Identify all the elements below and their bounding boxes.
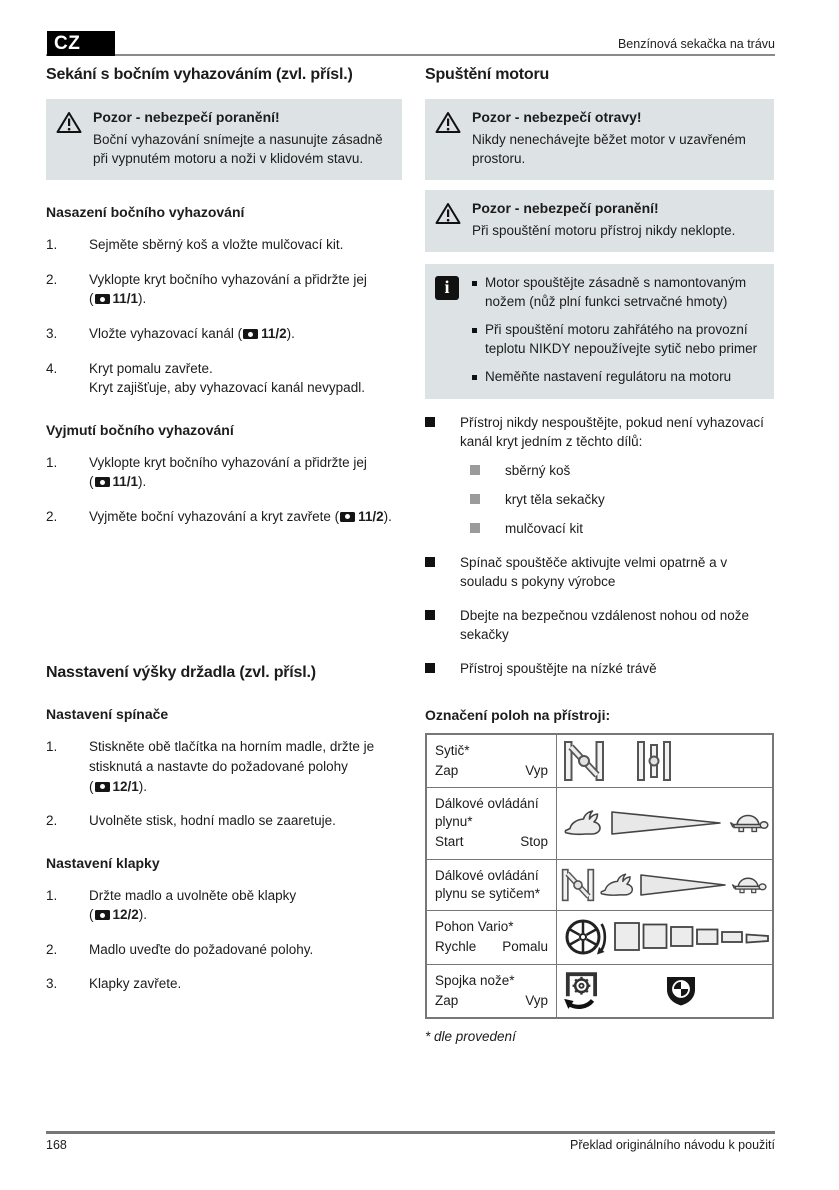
row-left-label: Rychle <box>435 939 477 955</box>
table-row-vario-drive <box>427 910 772 963</box>
document-title: Benzínová sekačka na trávu <box>617 37 775 51</box>
row-title: Spojka nože* <box>435 972 515 988</box>
camera-icon <box>95 910 110 920</box>
row-title: Sytič* <box>435 742 470 758</box>
bullet-square-icon <box>472 274 485 312</box>
warning-box <box>46 99 402 180</box>
list-item: 2. Vyklopte kryt bočního vyhazování a přidržte jej ( 11/1). <box>46 271 367 307</box>
row-right-label: Vyp <box>525 992 548 1008</box>
camera-icon <box>95 477 110 487</box>
table-footnote: * dle provedení <box>425 1028 516 1044</box>
warning-body: Boční vyhazování snímejte a nasunujte zásadně při vypnutém motoru a noži v klidovém stavu. <box>93 132 383 167</box>
row-right-label: Pomalu <box>502 939 548 955</box>
info-item: Při spouštění motoru zahřátého na provozní teplotu NIKDY nepoužívejte sytič nebo primer <box>472 321 762 359</box>
table-row-throttle <box>427 787 772 859</box>
warning-body: Nikdy nenechávejte běžet motor v uzavřeném prostoru. <box>472 132 746 167</box>
bullet-item: Přístroj spouštějte na nízké trávě <box>425 659 774 679</box>
info-item: Neměňte nastavení regulátoru na motoru <box>472 368 762 387</box>
row-right-label: Vyp <box>525 762 548 778</box>
footer-note: Překlad originálního návodu k použití <box>570 1138 775 1152</box>
turtle-icon <box>729 812 769 834</box>
list-item: 1. Stiskněte obě tlačítka na horním madle, držte je stisknutá a nastavte do požadované polohy ( 12/1). <box>46 739 375 794</box>
right-column <box>425 66 774 1044</box>
decreasing-speed-boxes-icon <box>613 920 771 954</box>
row-left-label: Start <box>435 834 464 850</box>
rabbit-icon <box>599 872 635 898</box>
footer-rule <box>46 1131 775 1134</box>
info-item: Motor spouštějte zásadně s namontovaným nožem (nůž plní funkci setrvačné hmoty) <box>472 274 762 312</box>
bullet-square-gray-icon <box>470 491 505 510</box>
camera-icon <box>95 782 110 792</box>
numbered-list <box>46 886 402 994</box>
positions-table <box>425 733 774 1019</box>
warning-box <box>425 99 774 180</box>
row-right-label: Stop <box>520 834 548 850</box>
left-column <box>46 66 402 994</box>
choke-on-icon <box>561 868 595 902</box>
section-heading-side-discharge: Sekání s bočním vyhazováním (zvl. přísl.) <box>46 66 353 83</box>
subheading-remove-side-discharge: Vyjmutí bočního vyhazování <box>46 421 234 438</box>
warning-box <box>425 190 774 252</box>
section-heading-engine-start: Spuštění motoru <box>425 66 550 83</box>
list-item: 4. Kryt pomalu zavřete. Kryt zajišťuje, aby vyhazovací kanál nevypadl. <box>46 360 365 396</box>
bullet-square-icon <box>472 368 485 387</box>
subheading-switch-adjust: Nastavení spínače <box>46 706 169 723</box>
table-row-throttle-choke <box>427 859 772 910</box>
info-box <box>425 264 774 398</box>
page-number: 168 <box>46 1138 67 1152</box>
table-row-choke <box>427 735 772 787</box>
bullet-square-icon <box>425 659 460 679</box>
blade-clutch-off-icon <box>664 974 698 1008</box>
numbered-list <box>46 737 402 830</box>
header-rule <box>46 54 775 56</box>
choke-on-icon <box>563 741 605 781</box>
warning-title: Pozor - nebezpečí otravy! <box>472 109 642 125</box>
choke-off-icon <box>636 741 672 781</box>
subheading-insert-side-discharge: Nasazení bočního vyhazování <box>46 204 245 221</box>
sub-bullet-item: sběrný koš <box>470 462 774 481</box>
list-item: 2. Vyjměte boční vyhazování a kryt zavřete ( 11/2). <box>46 508 392 524</box>
language-badge: CZ <box>47 31 115 56</box>
row-left-label: Zap <box>435 992 459 1008</box>
rabbit-icon <box>563 809 603 837</box>
turtle-icon <box>731 875 767 895</box>
camera-icon <box>95 294 110 304</box>
warning-title: Pozor - nebezpečí poranění! <box>472 200 659 217</box>
sub-bullet-item: kryt těla sekačky <box>470 491 774 510</box>
row-title: Pohon Vario* <box>435 919 514 935</box>
list-item: 1. Sejměte sběrný koš a vložte mulčovací kit. <box>46 237 344 253</box>
bullet-square-gray-icon <box>470 462 505 481</box>
list-item: 3. Vložte vyhazovací kanál ( 11/2). <box>46 326 295 341</box>
subheading-flap-adjust: Nastavení klapky <box>46 854 160 871</box>
list-item: 3. Klapky zavřete. <box>46 976 182 992</box>
camera-icon <box>340 512 355 522</box>
camera-icon <box>243 329 258 339</box>
bullet-item: Přístroj nikdy nespouštějte, pokud není vyhazovací kanál kryt jedním z těchto dílů: <box>425 413 774 452</box>
sub-bullet-item: mulčovací kit <box>470 520 774 539</box>
row-left-label: Zap <box>435 762 459 778</box>
blade-clutch-on-icon <box>563 970 601 1012</box>
list-item: 1. Vyklopte kryt bočního vyhazování a přidržte jej ( 11/1). <box>46 454 367 490</box>
speed-wedge-icon <box>639 871 727 899</box>
bullet-square-gray-icon <box>470 520 505 539</box>
bullet-square-icon <box>425 413 460 452</box>
bullet-item: Spínač spouštěče aktivujte velmi opatrně a v souladu s pokyny výrobce <box>425 553 774 592</box>
warning-triangle-icon <box>56 109 93 168</box>
numbered-list <box>46 453 402 527</box>
bullet-square-icon <box>472 321 485 359</box>
warning-triangle-icon <box>435 200 472 240</box>
list-item: 2. Uvolněte stisk, hodní madlo se zaaretuje. <box>46 813 336 829</box>
info-icon: i <box>435 274 472 386</box>
warning-title: Pozor - nebezpečí poranění! <box>93 109 280 125</box>
bullet-square-icon <box>425 606 460 645</box>
bullet-list <box>425 413 774 679</box>
positions-heading: Označení poloh na přístroji: <box>425 706 611 723</box>
drive-wheel-icon <box>563 916 609 958</box>
warning-body: Při spouštění motoru přístroj nikdy neklopte. <box>472 223 736 239</box>
row-title: Dálkové ovládání plynu* <box>435 795 539 830</box>
table-row-blade-clutch <box>427 964 772 1017</box>
list-item: 2. Madlo uveďte do požadované polohy. <box>46 941 314 957</box>
speed-wedge-icon <box>610 808 722 838</box>
warning-triangle-icon <box>435 109 472 168</box>
bullet-square-icon <box>425 553 460 592</box>
row-title: Dálkové ovládání plynu se sytičem* <box>435 867 541 901</box>
list-item: 1. Držte madlo a uvolněte obě klapky ( 12/2). <box>46 887 297 923</box>
section-heading-handle-height: Nasstavení výšky držadla (zvl. přísl.) <box>46 664 316 682</box>
bullet-item: Dbejte na bezpečnou vzdálenost nohou od nože sekačky <box>425 606 774 645</box>
numbered-list <box>46 235 402 397</box>
